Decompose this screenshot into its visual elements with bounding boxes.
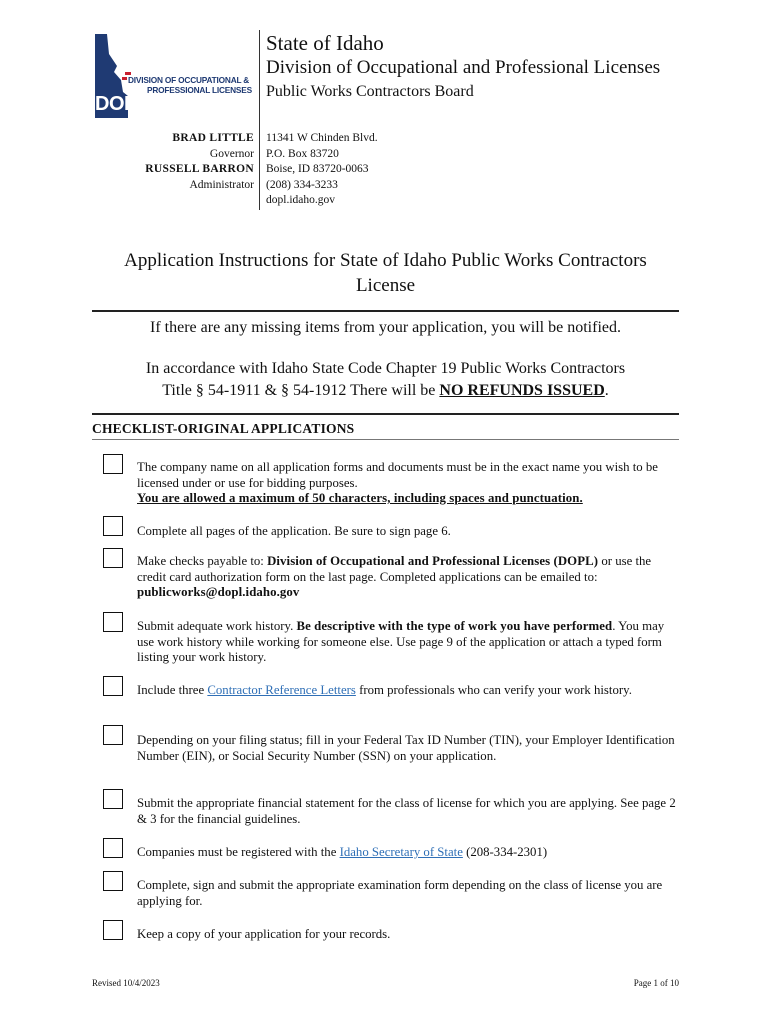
logo-bottom-text: PROFESSIONAL LICENSES (147, 85, 252, 95)
state-title: State of Idaho (266, 31, 384, 55)
title-rule (92, 310, 679, 312)
address-phone: (208) 334-3233 (266, 178, 338, 191)
refund-notice-period: . (604, 382, 609, 399)
governor-title: Governor (209, 147, 254, 160)
refund-notice (92, 358, 679, 402)
governor-name: BRAD LITTLE (172, 132, 254, 144)
checklist-item-complete-pages: Complete all pages of the application. Be sure to sign page 6. (137, 524, 451, 538)
officials-block (145, 131, 254, 193)
checkbox-tax-id[interactable] (103, 725, 123, 745)
address-website: dopl.idaho.gov (266, 194, 335, 206)
checkbox-keep-copy[interactable] (103, 920, 123, 940)
checkbox-work-history[interactable] (103, 612, 123, 632)
document-title (92, 248, 679, 298)
notice-rule (92, 413, 679, 415)
address-city: Boise, ID 83720-0063 (266, 163, 369, 175)
dopl-logo (92, 32, 256, 120)
item-text: Submit adequate work history. (137, 619, 297, 633)
checklist-item-payment (137, 554, 677, 601)
checkbox-secretary-of-state[interactable] (103, 838, 123, 858)
item-text: . You may use work history while working for someone else. Use page 9 of the application or attach a typed form listing your work history. (137, 619, 665, 664)
checklist-item-company-name (137, 460, 677, 507)
checklist-item-tax-id: Depending on your filing status; fill in your Federal Tax ID Number (TIN), your Employer Identification Number (EIN), or Social Security Number (SSN) on your application. (137, 733, 675, 763)
address-po-box: P.O. Box 83720 (266, 147, 339, 160)
checkbox-reference-letters[interactable] (103, 676, 123, 696)
administrator-title: Administrator (189, 178, 254, 191)
secretary-of-state-link[interactable]: Idaho Secretary of State (339, 845, 463, 859)
checklist-rule (92, 439, 679, 440)
division-name: Division of Occupational and Professional Licenses (266, 57, 661, 78)
document-title-line2: License (355, 275, 416, 296)
checklist-item-secretary-of-state (137, 845, 677, 861)
refund-notice-text: Title § 54-1911 & § 54-1912 There will be (162, 382, 440, 399)
checklist-item-examination-form: Complete, sign and submit the appropriate examination form depending on the class of license you are applying for. (137, 878, 663, 908)
item-text: Companies must be registered with the (137, 845, 340, 859)
checkbox-financial-statement[interactable] (103, 789, 123, 809)
item-text: (208-334-2301) (462, 845, 548, 859)
checkbox-examination-form[interactable] (103, 871, 123, 891)
item-emphasis: You are allowed a maximum of 50 characters, including spaces and punctuation. (137, 491, 583, 505)
missing-items-notice: If there are any missing items from your application, you will be notified. (150, 319, 621, 336)
item-emphasis: Be descriptive with the type of work you have performed (296, 619, 613, 633)
item-text: Include three (137, 683, 208, 697)
refund-notice-line2 (92, 380, 679, 402)
header-divider (259, 30, 260, 210)
item-emphasis: Division of Occupational and Professional Licenses (DOPL) (267, 554, 599, 568)
revised-date: Revised 10/4/2023 (92, 978, 160, 988)
page-number: Page 1 of 10 (633, 978, 679, 988)
item-text: The company name on all application forms and documents must be in the exact name you wish to be licensed under or use for bidding purposes. (137, 460, 658, 490)
email-address: publicworks@dopl.idaho.gov (137, 585, 300, 599)
reference-letters-link[interactable]: Contractor Reference Letters (207, 683, 356, 697)
checkbox-company-name[interactable] (103, 454, 123, 474)
item-text: Make checks payable to: (137, 554, 268, 568)
checklist-item-work-history (137, 619, 677, 666)
board-name: Public Works Contractors Board (266, 83, 474, 100)
administrator-name: RUSSELL BARRON (145, 163, 254, 175)
refund-notice-line1: In accordance with Idaho State Code Chapter 19 Public Works Contractors (145, 360, 626, 377)
address-block (266, 131, 378, 209)
checklist-item-reference-letters (137, 683, 677, 699)
checklist-heading: CHECKLIST-ORIGINAL APPLICATIONS (92, 421, 355, 436)
checkbox-payment[interactable] (103, 548, 123, 568)
logo-acronym: DOPL (95, 93, 149, 115)
checklist-item-financial-statement: Submit the appropriate financial statement for the class of license for which you are applying. See page 2 & 3 for the financial guidelines. (137, 796, 676, 826)
no-refunds-emphasis: NO REFUNDS ISSUED (439, 382, 605, 399)
checklist-item-keep-copy: Keep a copy of your application for your records. (137, 927, 391, 941)
address-street: 11341 W Chinden Blvd. (266, 132, 378, 144)
item-text: from professionals who can verify your work history. (355, 683, 632, 697)
item-text: or use the credit card authorization form on the last page. Completed applications can be emailed to: (137, 554, 652, 584)
logo-top-text: DIVISION OF OCCUPATIONAL & (128, 75, 250, 85)
document-title-line1: Application Instructions for State of Idaho Public Works Contractors (124, 250, 647, 271)
checkbox-complete-pages[interactable] (103, 516, 123, 536)
